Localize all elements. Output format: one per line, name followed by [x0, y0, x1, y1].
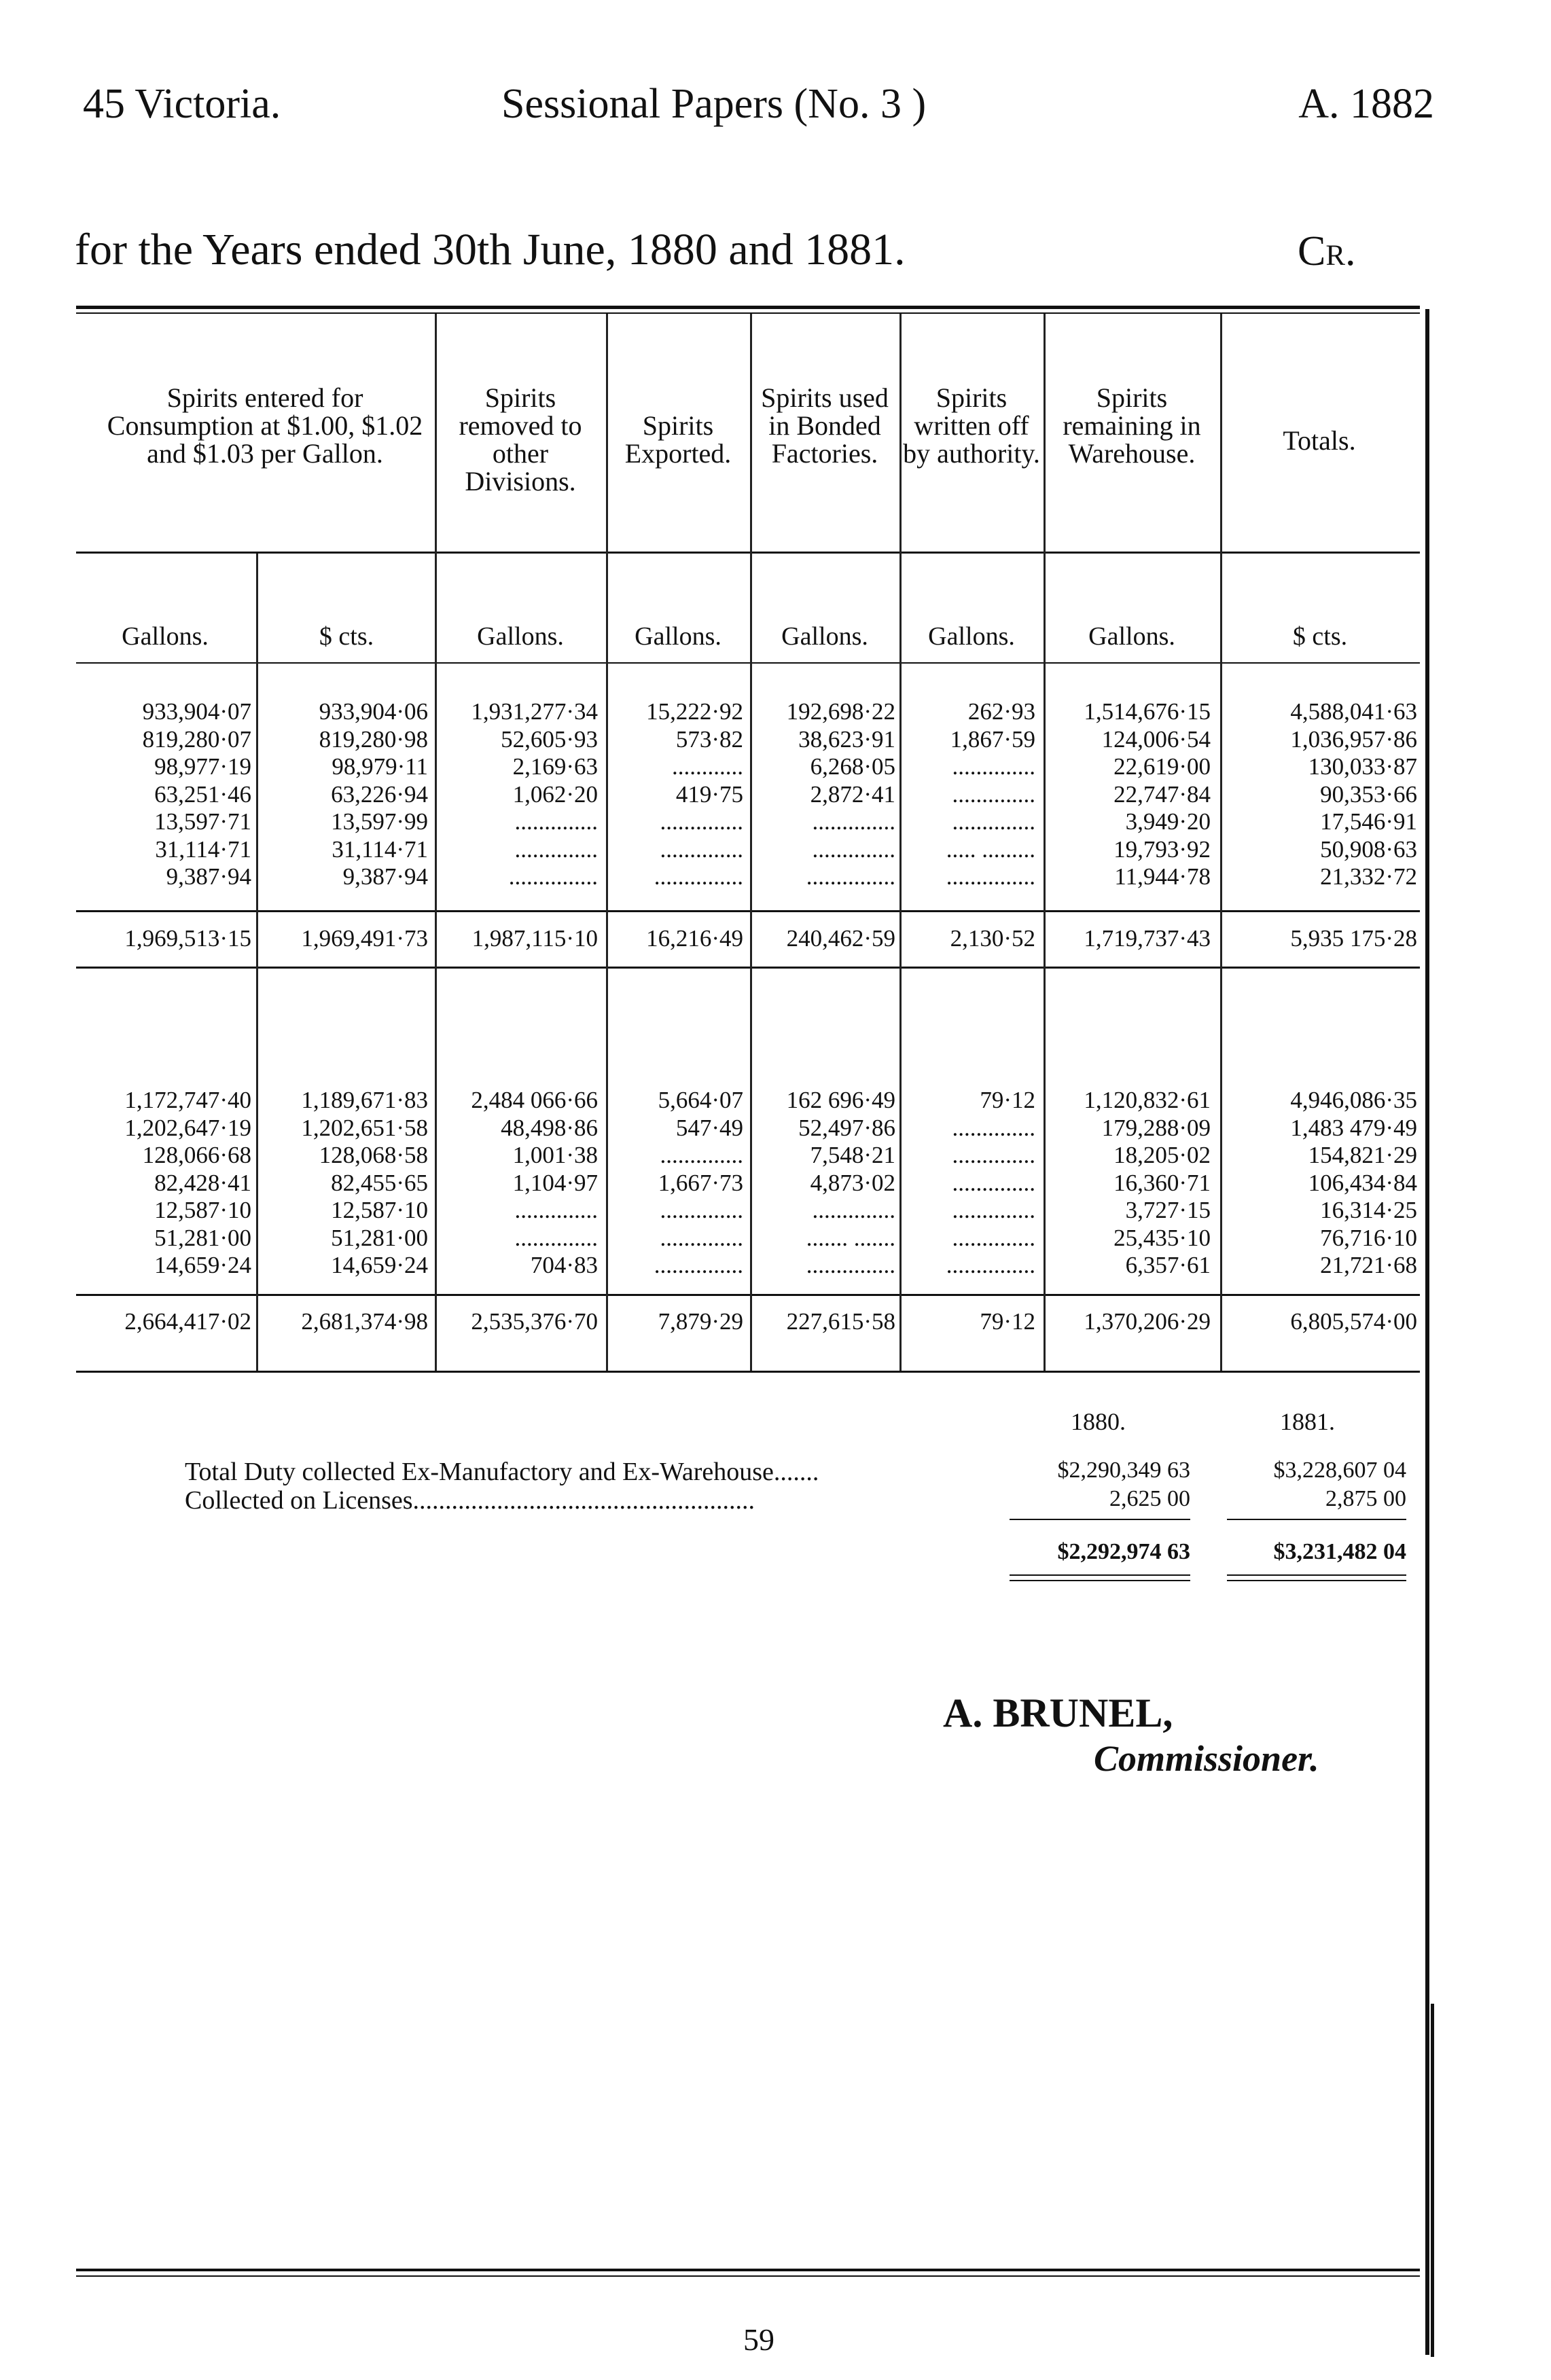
table-cell: 48,498·86: [501, 1114, 598, 1141]
table-cell: 38,623·91: [798, 725, 895, 753]
table-cell: 6,357·61: [1125, 1252, 1211, 1278]
table-total-cell: 2,664,417·02: [124, 1308, 251, 1335]
credit-label: Cr.: [1298, 228, 1356, 274]
table-cell: 573·82: [675, 725, 743, 753]
column-divider: [256, 554, 258, 1371]
page-edge-bar: [1425, 309, 1429, 2355]
table-bottom-rule: [76, 1371, 1420, 1373]
unit-gallons: Gallons.: [781, 622, 868, 651]
block1880-total-rule: [76, 910, 1420, 912]
column-divider: [750, 314, 752, 1371]
table-cell: 130,033·87: [1308, 753, 1417, 780]
header-bottom-rule: [76, 552, 1420, 554]
duty-grand-total-1880: $2,292,974 63: [1057, 1539, 1190, 1564]
table-cell: ..............: [514, 1197, 598, 1223]
table-cell: ..............: [660, 1197, 743, 1223]
table-cell: ..............: [952, 1142, 1035, 1168]
page-bottom-rule: [76, 2269, 1420, 2271]
table-cell: 98,979·11: [332, 753, 428, 780]
table-cell: 128,066·68: [142, 1142, 251, 1168]
table-cell: 192,698·22: [786, 698, 895, 725]
table-column-values: [787, 698, 895, 891]
table-total-cell: 7,879·29: [658, 1308, 743, 1335]
unit-gallons: Gallons.: [122, 622, 209, 651]
column-head-totals: Totals.: [1283, 425, 1356, 456]
table-column-values: [946, 1087, 1035, 1280]
table-cell: ..............: [660, 835, 743, 863]
table-cell: 704·83: [530, 1252, 598, 1278]
column-head-bonded-factories: Spirits used in Bonded Factories.: [761, 382, 889, 469]
column-head-remaining: Spirits remaining in Warehouse.: [1063, 382, 1201, 469]
table-cell: 547·49: [675, 1114, 743, 1141]
table-cell: 1,931,277·34: [471, 698, 598, 725]
column-divider: [1044, 314, 1046, 1371]
table-cell: 9,387·94: [166, 863, 251, 890]
table-cell: ...............: [806, 1252, 895, 1278]
duty-sum-rule: [1227, 1519, 1406, 1520]
table-cell: 63,226·94: [331, 780, 428, 808]
table-column-values: [787, 1087, 895, 1280]
table-total-cell: 240,462·59: [786, 925, 895, 952]
table-cell: 933,904·06: [319, 698, 428, 725]
table-total-cell: 2,130·52: [950, 925, 1035, 952]
table-cell: ...............: [654, 1252, 743, 1278]
table-cell: 124,006·54: [1101, 725, 1211, 753]
table-cell: 12,587·10: [154, 1197, 251, 1223]
table-cell: ..............: [952, 1197, 1035, 1223]
duty-double-rule: [1227, 1574, 1406, 1576]
page-bottom-rule-thin: [76, 2275, 1420, 2277]
table-cell: 1,172,747·40: [124, 1087, 251, 1113]
table-cell: 3,727·15: [1125, 1197, 1211, 1223]
table-cell: 19,793·92: [1113, 835, 1211, 863]
table-cell: ..............: [952, 780, 1035, 808]
table-cell: ..............: [812, 835, 895, 863]
table-cell: 1,189,671·83: [301, 1087, 428, 1113]
table-cell: 1,202,651·58: [301, 1114, 428, 1141]
table-cell: 128,068·58: [319, 1142, 428, 1168]
block1880-bottom-rule: [76, 967, 1420, 969]
table-cell: 1,036,957·86: [1290, 725, 1417, 753]
table-cell: 51,281·00: [154, 1224, 251, 1251]
table-cell: 819,280·98: [319, 725, 428, 753]
units-bottom-rule: [76, 662, 1420, 664]
column-divider: [899, 314, 902, 1371]
duty-total-1880: $2,290,349 63: [1057, 1458, 1190, 1483]
table-cell: 162 696·49: [786, 1087, 895, 1113]
table-cell: 50,908·63: [1320, 835, 1417, 863]
table-cell: ...............: [806, 863, 895, 890]
table-cell: ..... .........: [946, 835, 1035, 863]
duty-grand-total-1881: $3,231,482 04: [1273, 1539, 1406, 1564]
duty-licenses-1880: 2,625 00: [1109, 1486, 1190, 1511]
table-cell: ..............: [812, 1197, 895, 1223]
table-column-values: [1290, 1087, 1417, 1280]
table-total-cell: 1,969,491·73: [301, 925, 428, 952]
duty-total-1881: $3,228,607 04: [1273, 1458, 1406, 1483]
table-column-values: [471, 698, 598, 891]
table-cell: 6,268·05: [810, 753, 895, 780]
column-divider: [1220, 314, 1222, 1371]
table-cell: 16,360·71: [1113, 1169, 1211, 1196]
duty-sum-rule: [1010, 1519, 1190, 1520]
table-cell: 21,332·72: [1320, 863, 1417, 890]
table-cell: 1,001·38: [512, 1142, 598, 1168]
table-cell: 25,435·10: [1113, 1224, 1211, 1251]
table-cell: 12,587·10: [331, 1197, 428, 1223]
table-column-values: [1084, 698, 1211, 891]
table-total-cell: 5,935 175·28: [1290, 925, 1417, 952]
table-cell: 17,546·91: [1320, 808, 1417, 835]
unit-dollars: $ cts.: [1292, 622, 1348, 651]
table-cell: 4,946,086·35: [1290, 1087, 1417, 1113]
unit-gallons: Gallons.: [1088, 622, 1175, 651]
table-cell: 11,944·78: [1114, 863, 1211, 890]
table-top-rule-thin: [76, 312, 1420, 314]
table-cell: 262·93: [967, 698, 1035, 725]
page-subtitle: for the Years ended 30th June, 1880 and 1881.: [75, 225, 906, 274]
header-session: 45 Victoria.: [83, 81, 281, 127]
page-number: 59: [743, 2322, 774, 2357]
table-column-values: [946, 698, 1035, 891]
table-cell: 1,062·20: [512, 780, 598, 808]
table-cell: 1,667·73: [658, 1169, 743, 1196]
signatory-name: A. BRUNEL,: [943, 1691, 1173, 1735]
table-cell: 63,251·46: [154, 780, 251, 808]
table-total-cell: 2,535,376·70: [471, 1308, 598, 1335]
table-cell: 5,664·07: [658, 1087, 743, 1113]
table-cell: 16,314·25: [1320, 1197, 1417, 1223]
column-head-written-off: Spirits written off by authority.: [903, 382, 1040, 469]
table-cell: 7,548·21: [810, 1142, 895, 1168]
table-cell: 2,484 066·66: [471, 1087, 598, 1113]
table-cell: 1,867·59: [950, 725, 1035, 753]
table-cell: ...............: [654, 863, 743, 890]
table-cell: 22,619·00: [1113, 753, 1211, 780]
unit-gallons: Gallons.: [477, 622, 564, 651]
duty-year-1881: 1881.: [1280, 1408, 1335, 1435]
table-cell: 179,288·09: [1101, 1114, 1211, 1141]
table-cell: 51,281·00: [331, 1224, 428, 1251]
table-cell: 819,280·07: [142, 725, 251, 753]
table-column-values: [301, 1087, 428, 1280]
table-cell: 1,514,676·15: [1084, 698, 1211, 725]
table-cell: ..............: [952, 808, 1035, 835]
table-cell: 21,721·68: [1320, 1252, 1417, 1278]
table-total-cell: 1,987,115·10: [471, 925, 598, 952]
table-cell: 82,428·41: [154, 1169, 251, 1196]
table-column-values: [319, 698, 428, 891]
duty-licenses-1881: 2,875 00: [1325, 1486, 1406, 1511]
duty-licenses-label: Collected on Licenses.....................................................: [185, 1486, 755, 1515]
table-cell: 52,605·93: [501, 725, 598, 753]
header-sessional-papers: Sessional Papers (No. 3 ): [501, 81, 927, 127]
table-cell: 90,353·66: [1320, 780, 1417, 808]
table-cell: 933,904·07: [142, 698, 251, 725]
table-cell: 154,821·29: [1308, 1142, 1417, 1168]
table-cell: ..............: [952, 1169, 1035, 1196]
table-cell: ..............: [660, 1142, 743, 1168]
column-head-consumption: Spirits entered for Consumption at $1.00, $1.02 and $1.03 per Gallon.: [107, 382, 423, 469]
table-cell: 15,222·92: [646, 698, 743, 725]
table-total-cell: 227,615·58: [786, 1308, 895, 1335]
table-cell: 13,597·99: [331, 808, 428, 835]
table-cell: ..............: [812, 808, 895, 835]
table-total-cell: 2,681,374·98: [301, 1308, 428, 1335]
table-cell: ..............: [514, 835, 598, 863]
table-cell: ..............: [952, 1114, 1035, 1141]
table-cell: 3,949·20: [1125, 808, 1211, 835]
table-cell: 31,114·71: [155, 835, 251, 863]
table-cell: ..............: [952, 1224, 1035, 1251]
table-cell: 4,873·02: [810, 1169, 895, 1196]
page-edge-bar: [1431, 2004, 1434, 2357]
table-cell: 14,659·24: [154, 1252, 251, 1278]
table-cell: 106,434·84: [1308, 1169, 1417, 1196]
column-head-exported: Spirits Exported.: [624, 410, 732, 469]
unit-gallons: Gallons.: [928, 622, 1015, 651]
table-cell: 52,497·86: [798, 1114, 895, 1141]
table-column-values: [654, 1087, 743, 1280]
table-top-rule: [76, 306, 1420, 309]
table-cell: 76,716·10: [1320, 1224, 1417, 1251]
table-column-values: [471, 1087, 598, 1280]
duty-total-label: Total Duty collected Ex-Manufactory and Ex-Warehouse.......: [185, 1458, 819, 1486]
header-year: A. 1882: [1298, 81, 1434, 127]
table-cell: 31,114·71: [332, 835, 428, 863]
table-column-values: [143, 698, 251, 891]
table-cell: 14,659·24: [331, 1252, 428, 1278]
duty-year-1880: 1880.: [1071, 1408, 1126, 1435]
unit-gallons: Gallons.: [635, 622, 721, 651]
table-cell: 2,872·41: [810, 780, 895, 808]
table-cell: ..............: [660, 808, 743, 835]
table-total-cell: 79·12: [980, 1308, 1035, 1335]
duty-double-rule: [1010, 1574, 1190, 1576]
table-total-cell: 1,969,513·15: [124, 925, 251, 952]
table-cell: 13,597·71: [154, 808, 251, 835]
table-cell: ..............: [514, 808, 598, 835]
table-cell: ...............: [508, 863, 598, 890]
table-cell: 22,747·84: [1113, 780, 1211, 808]
column-divider: [606, 314, 608, 1371]
table-cell: ..............: [952, 753, 1035, 780]
table-cell: ..............: [660, 1224, 743, 1251]
table-cell: 1,202,647·19: [124, 1114, 251, 1141]
table-cell: ...............: [946, 863, 1035, 890]
table-cell: 18,205·02: [1113, 1142, 1211, 1168]
table-cell: ...............: [946, 1252, 1035, 1278]
table-cell: 79·12: [980, 1087, 1035, 1113]
table-column-values: [124, 1087, 251, 1280]
table-cell: ....... .......: [806, 1224, 895, 1251]
column-head-removed: Spirits removed to other Divisions.: [459, 382, 582, 497]
duty-double-rule: [1227, 1580, 1406, 1581]
table-cell: 419·75: [675, 780, 743, 808]
table-cell: 1,120,832·61: [1084, 1087, 1211, 1113]
duty-double-rule: [1010, 1580, 1190, 1581]
table-cell: 4,588,041·63: [1290, 698, 1417, 725]
table-total-cell: 1,370,206·29: [1084, 1308, 1211, 1335]
table-cell: ..............: [514, 1224, 598, 1251]
table-total-cell: 1,719,737·43: [1084, 925, 1211, 952]
table-total-cell: 16,216·49: [646, 925, 743, 952]
table-cell: ............: [672, 753, 743, 780]
signatory-title: Commissioner.: [1094, 1738, 1319, 1779]
table-cell: 98,977·19: [154, 753, 251, 780]
table-cell: 1,483 479·49: [1290, 1114, 1417, 1141]
table-cell: 82,455·65: [331, 1169, 428, 1196]
table-column-values: [646, 698, 743, 891]
table-column-values: [1084, 1087, 1211, 1280]
table-cell: 9,387·94: [342, 863, 428, 890]
block1881-total-rule: [76, 1294, 1420, 1296]
unit-dollars: $ cts.: [319, 622, 374, 651]
table-cell: 1,104·97: [512, 1169, 598, 1196]
table-total-cell: 6,805,574·00: [1290, 1308, 1417, 1335]
table-column-values: [1290, 698, 1417, 891]
table-cell: 2,169·63: [512, 753, 598, 780]
